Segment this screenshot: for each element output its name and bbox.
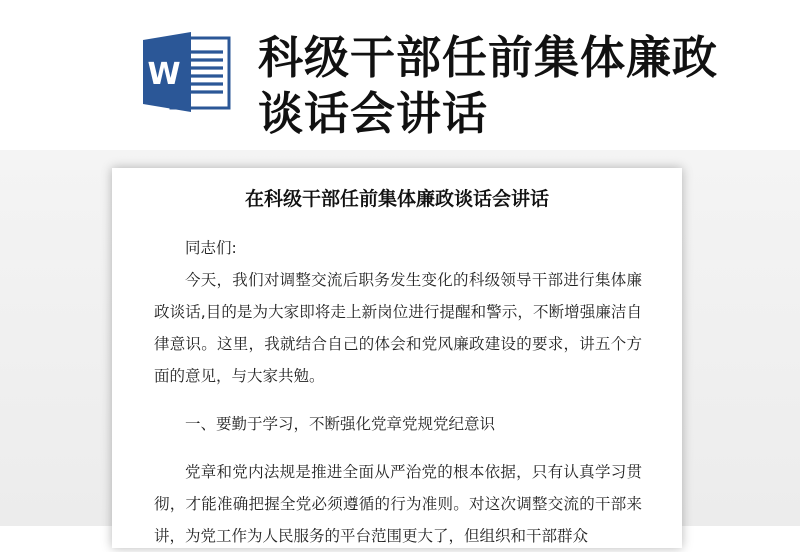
paragraph-intro: 今天，我们对调整交流后职务发生变化的科级领导干部进行集体廉政谈话,目的是为大家即将走上新岗位进行提醒和警示，不断增强廉洁自律意识。这里，我就结合自己的体会和党风廉政建设的要求，讲五个方面的意见，与大家共勉。	[154, 271, 642, 385]
header-banner	[0, 0, 800, 160]
page-title: 科级干部任前集体廉政谈话会讲话	[258, 31, 719, 140]
document-body	[154, 232, 642, 552]
document-page	[112, 168, 682, 548]
salutation: 同志们:	[185, 239, 237, 257]
paragraph-section-1: 党章和党内法规是推进全面从严治党的根本依据，只有认真学习贯彻，才能准确把握全党必须遵循的行为准则。对这次调整交流的干部来讲，为党工作为人民服务的平台范围更大了，但组织和干部群众	[154, 463, 642, 545]
document-title: 在科级干部任前集体廉政谈话会讲话	[244, 188, 549, 210]
section-heading-1: 一、要勤于学习，不断强化党章党规党纪意识	[185, 415, 496, 433]
word-logo-letter: W	[147, 57, 181, 92]
word-document-icon	[143, 30, 233, 114]
